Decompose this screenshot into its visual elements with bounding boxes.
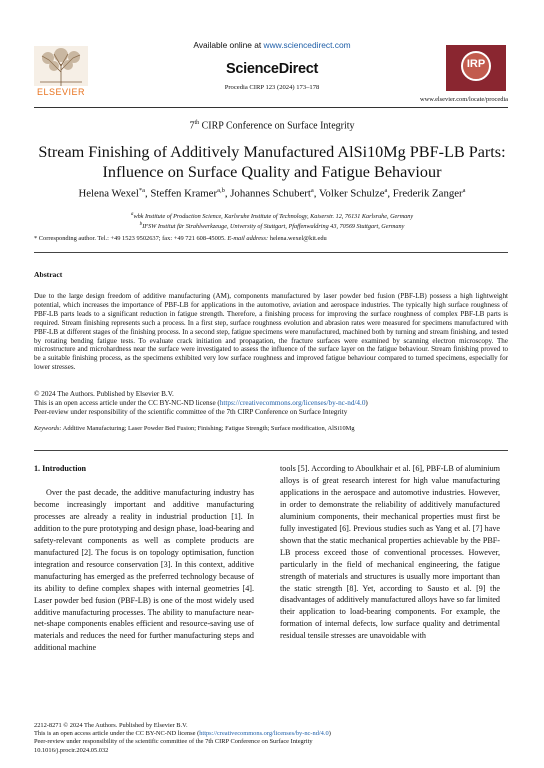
author-name: Volker Schulze bbox=[319, 187, 385, 200]
footer-doi[interactable]: 10.1016/j.procir.2024.05.032 bbox=[34, 746, 109, 754]
abstract-heading: Abstract bbox=[34, 270, 63, 279]
email-label: E-mail address: bbox=[227, 235, 269, 242]
affiliation-a bbox=[0, 211, 544, 220]
journal-name: ScienceDirect bbox=[225, 61, 318, 77]
license-line bbox=[34, 399, 508, 408]
footer-license-suffix: ) bbox=[328, 730, 331, 738]
corresponding-author bbox=[34, 235, 514, 242]
author-separator: , bbox=[313, 187, 320, 200]
conference-ordinal-suffix: th bbox=[194, 120, 200, 126]
author-name: Frederik Zanger bbox=[392, 187, 463, 200]
author-affiliation-mark: a,b bbox=[217, 187, 225, 194]
corresponding-text: * Corresponding author. Tel.: +49 1523 9502637; fax: +49 721 608-45005. bbox=[34, 235, 226, 242]
sciencedirect-link[interactable]: www.sciencedirect.com bbox=[263, 40, 351, 50]
conference-name: CIRP Conference on Surface Integrity bbox=[201, 120, 355, 132]
affiliation-label: a bbox=[130, 211, 134, 217]
body-column-right bbox=[280, 463, 500, 642]
body-paragraph: Over the past decade, the additive manufacturing industry has become increasingly important and additive manufacturing processes are already a reality in industrial production [1]. In addition to the pure prototyping and design phase, load-bearing and safety-relevant components as well as complete products are manufactured [2]. The focus is on topology optimisation, function integration and resource conservation [3]. In this context, additive manufacturing has emerged as the preferred technology because of its ability to define complex shapes with internal geometries [4]. Laser powder bed fusion (PBF-LB) is one of the most widely used additive manufacturing processes. The ability to manufacture near-net-shape components enables efficient and resource-saving use of materials and reduces the need for further manufacturing steps and additional machine bbox=[34, 488, 254, 653]
abstract-copyright bbox=[34, 390, 508, 418]
copyright-line: © 2024 The Authors. Published by Elsevier B.V. bbox=[34, 390, 174, 398]
footer-license-link[interactable]: https://creativecommons.org/licenses/by-nc-nd/4.0 bbox=[199, 730, 329, 738]
journal-reference: Procedia CIRP 123 (2024) 173–178 bbox=[224, 84, 320, 91]
footer-peer-review: Peer-review under responsibility of the scientific committee of the 7th CIRP Conference on Surface Integrity bbox=[34, 738, 313, 746]
publisher-name: ELSEVIER bbox=[36, 87, 86, 97]
conference-line bbox=[0, 120, 544, 131]
author-affiliation-mark: a bbox=[384, 187, 388, 194]
author-list bbox=[0, 187, 544, 200]
body-paragraph: tools [5]. According to Aboulkhair et al. [6], PBF-LB of aluminium alloys is of great research interest for high value manufacturing applications in the aerospace and automotive industries. However, in order to demonstrate the reliability of additively manufactured aluminium components, their mechanical properties must first be fully investigated [6]. Previous studies such as Yang et al. [7] have shown that the static mechanical properties achievable by the PBF-LB process exceed those of conventional processes. However, particularly in the field of mechanical engineering, the fatigue strength of materials and structures is usually more important than the static strength [8]. Yet, according to Sausto et al. [9] the disadvantages of additively manufactured alloys have so far limited their application to load-bearing components. For example, the formation of internal defects, low surface quality and detrimental residual tensile stresses are unavoidable with bbox=[280, 464, 500, 641]
license-prefix: This is an open access article under the CC BY-NC-ND license ( bbox=[34, 399, 220, 408]
body-column-left bbox=[34, 487, 254, 654]
cover-logo-letters: IRP bbox=[466, 58, 486, 70]
author-separator: , bbox=[387, 187, 393, 200]
front-matter-divider bbox=[34, 252, 508, 253]
page-footer bbox=[34, 722, 514, 755]
affiliation-text: IFSW Institut für Strahlwerkzeuge, University of Stuttgart, Pfaffenwaldring 43, 70569 Stuttgart, Germany bbox=[142, 223, 405, 231]
keywords-label: Keywords: bbox=[34, 425, 62, 432]
author-affiliation-mark: a bbox=[310, 187, 314, 194]
author-separator: , bbox=[224, 187, 231, 200]
footer-issn: 2212-8271 © 2024 The Authors. Published by Elsevier B.V. bbox=[34, 722, 188, 729]
peer-review-line: Peer-review under responsibility of the scientific committee of the 7th CIRP Conference on Surface Integrity bbox=[34, 408, 348, 417]
journal-url[interactable]: www.elsevier.com/locate/procedia bbox=[420, 96, 508, 103]
license-link[interactable]: https://creativecommons.org/licenses/by-nc-nd/4.0 bbox=[219, 399, 366, 408]
affiliation-text: wbk Institute of Production Science, Karlsruhe Institute of Technology, Kaiserstr. 12, 76131 Karlsruhe, Germany bbox=[133, 213, 414, 221]
affiliation-b bbox=[0, 221, 544, 230]
keywords bbox=[34, 425, 508, 432]
paper-title: Stream Finishing of Additively Manufactured AlSi10Mg PBF-LB Parts: Influence on Surface Quality and Fatigue Behaviour bbox=[38, 143, 506, 181]
header-divider bbox=[34, 107, 508, 108]
author-name: Helena Wexel bbox=[78, 187, 139, 200]
availability-prefix: Available online at bbox=[193, 40, 262, 50]
author-name: Johannes Schubert bbox=[230, 187, 311, 200]
affiliation-label: b bbox=[139, 221, 143, 227]
author-affiliation-mark: a bbox=[462, 187, 466, 194]
abstract-text: Due to the large design freedom of additive manufacturing (AM), components manufactured by laser powder bed fusion (PBF-LB) possess a high lightweight potential, which increases the importance of PBF-LB for applications in the automotive, aviation and aerospace industries. The typically high surface roughness of PBF-LB parts leads to a significant reduction in fatigue strength. Therefore, a finishing process for improving the surface roughness of complex PBF-LB parts is required. Stream finishing represents such a process. In a first step, surface roughness evolution and abrasion rates were measured for specimens manufactured with PBF-LB at different stages of the finishing process. In a second step, fatigue specimens were manufactured, machined both by turning and stream finishing, and tested by rotating bending fatigue tests. To evaluate crack initiation and propagation, the fracture surfaces were examined by scanning electron microscopy. The microstructure and microhardness near the surface were investigated to assess the influence of the surface layer on the fatigue behaviour. Stream finishing proved to be a suitable finishing process, as the specimens exhibited very low surface roughness and improved fatigue behaviour compared to turned specimens, especially for lower stresses. bbox=[34, 292, 508, 372]
author-affiliation-mark: *a bbox=[138, 187, 145, 194]
footer-license-prefix: This is an open access article under the CC BY-NC-ND license ( bbox=[34, 730, 200, 738]
keywords-text: Additive Manufacturing; Laser Powder Bed Fusion; Finishing; Fatigue Strength; Surface modification, AlSi10Mg bbox=[62, 425, 355, 432]
conference-ordinal: 7 bbox=[189, 120, 195, 132]
license-suffix: ) bbox=[365, 399, 368, 408]
footer-license bbox=[34, 730, 514, 738]
abstract-divider bbox=[34, 450, 508, 451]
section-heading-introduction: 1. Introduction bbox=[34, 464, 87, 473]
author-name: Steffen Kramer bbox=[150, 187, 218, 200]
author-separator: , bbox=[145, 187, 151, 200]
email-address[interactable]: helena.wexel@kit.edu bbox=[269, 235, 327, 242]
